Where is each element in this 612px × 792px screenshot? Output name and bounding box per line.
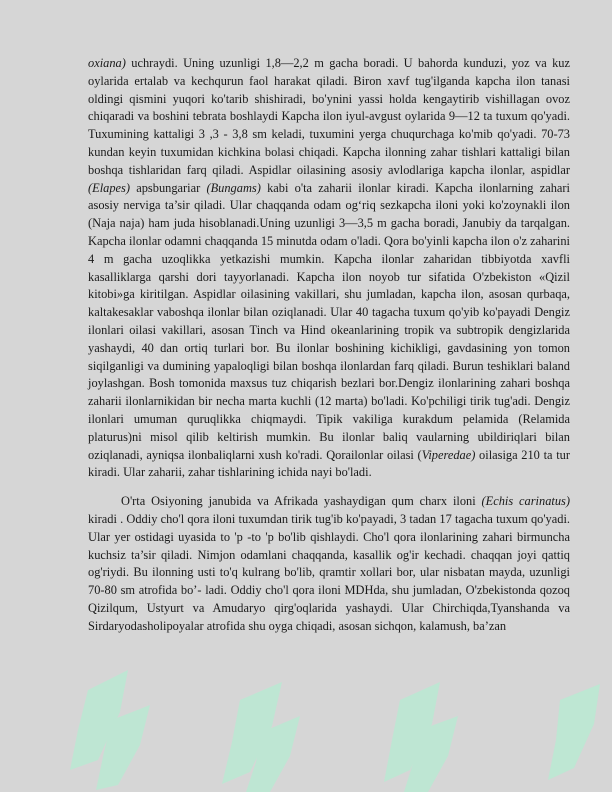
text-run: kiradi . Oddiy cho'l qora iloni tuxumdan tirik tug'ib ko'payadi, 3 tadan 17 tagacha tuxum qo'yadi. Ular yer ostidagi uyasida to 'p -to 'p bo'lib qishlaydi. Cho'l qora ilonlarining zahari birmuncha kuchsiz ta’sir qiladi. Nimjon odamlani chaqqanda, kasallik og'ir kechadi. chaqqan joyi qattiq og'riydi. Bu ilonning usti to'q kulrang bo'lib, qramtir xollari bor, ular nisbatan mayda, uzunligi 70-80 sm atrofida bo’- ladi. Oddiy cho'l qora iloni MDHda, shu jumladan, O'zbekistonda qozoq Qizilqum, Ustyurt va Amudaryo qirg'oqlarida yashaydi. Ular Chirchiqda,Tyanshanda va Sirdaryodasholipoyalar atrofida shu oyga chiqadi, asosan sichqon, kalamush, ba’zan [88, 511, 570, 633]
watermark-logo-center [222, 682, 300, 792]
text-run: apsbungariar [129, 180, 207, 195]
italic-text: (Echis carinatus) [481, 494, 570, 509]
watermark-logo-left [70, 670, 150, 790]
italic-text: oxiana) [88, 56, 126, 70]
italic-text: (Bungams) [206, 180, 261, 195]
text-run: O'rta Osiyoning janubida va Afrikada yashaydigan qum charx iloni [121, 494, 482, 509]
paragraph-2 [88, 493, 570, 635]
italic-text: Viperedae) [421, 447, 476, 462]
watermark-logo-far-right [548, 684, 600, 780]
watermark-logo-right [384, 682, 458, 792]
text-run: kabi o'ta zaharii ilonlar kiradi. Kapcha ilonlarning zahari asosiy nerviga ta’sir qiladi. Ular chaqqanda odam og‘riq sezkapcha iloni yoki ko'zoynakli ilon (Naja naja) ham juda hisoblanadi.Uning uzunligi 3—3,5 m gacha boradi, Janubiy da tarqalgan. Kapcha ilonlar odamni chaqqanda 15 minutda odam o'ladi. Qora bo'yinli kapcha ilon o'z zaharini 4 m gacha uzoqlikka yetkazishi mumkin. Kapcha ilonlar zaharidan tibbiyotda xavfli kasalliklarga qarshi dori tayyorlanadi. Kapcha ilon noyob tur sifatida O'zbekiston «Qizil kitobi»ga kiritilgan. Aspidlar oilasining vakillari, shu jumladan, kapcha ilon, asosan qurbaqa, kaltakesaklar vaboshqa ilonlar bilan oziqlanadi. Ular 40 tagacha tuxum qo'yib ko'payadi Dengiz ilonlari oilasi vakillari, asosan Tinch va Hind okeanlarining tropik va subtropik dengizlarida yashaydi, 40 dan ortiq turlari bor. Bu ilonlar boshining kichikligi, gavdasining yon tomon siqilganligi va dumining yapaloqligi bilan boshqa ilonlardan farq qiladi. Burun teshiklari baland joylashgan. Bosh tomonida maxsus tuz chiqarish bezlari bor.Dengiz ilonlarining zahari boshqa zaharii ilonlarnikidan bir necha marta kuchli (12 marta) bo'ladi. Ko'pchiligi tirik tug'adi. Dengiz ilonlari umuman quruqlikka chiqmaydi. Tipik vakiliga kurakdum pelamida (Relamida platurus)ni misol qilib keltirish mumkin. Bu ilonlar baliq vaularning ubildiriqlari bilan oziqlanadi, ayniqsa ilonbaliqlarni xush ko'radi. Qorailonlar oilasi ( [88, 180, 570, 462]
paragraph-1 [88, 55, 570, 482]
document-body [88, 55, 570, 636]
text-run: uchraydi. Uning uzunligi 1,8—2,2 m gacha boradi. U bahorda kunduzi, yoz va kuz oylarida ertalab va kechqurun faol harakat qiladi. Biron xavf tug'ilganda kapcha ilon tanasi oldingi qismini yuqori ko'tarib shishiradi, bo'ynini yassi holda kengaytirib vishillagan ovoz chiqaradi va boshini tebrata boshlaydi Kapcha ilon iyul-avgust oylarida 9—12 ta tuxum qo'yadi. Tuxumining kattaligi 3 ,3 - 3,8 sm keladi, tuxumini yerga chuqurchaga ko'mib qo'yadi. 70-73 kundan keyin tuxumidan kichkina bolasi chiqadi. Kapcha ilonning zahar tishlari kattaligi bilan boshqa tishlaridan farq qiladi. Aspidlar oilasining asosiy avlodlariga kapcha ilonlar, aspidlar [88, 56, 570, 177]
text-run: oilasiga 210 ta tur kiradi. Ular zaharii, zahar tishlarining ichida nayi bo'ladi. [88, 447, 570, 480]
italic-text: (Elapes) [88, 180, 130, 195]
